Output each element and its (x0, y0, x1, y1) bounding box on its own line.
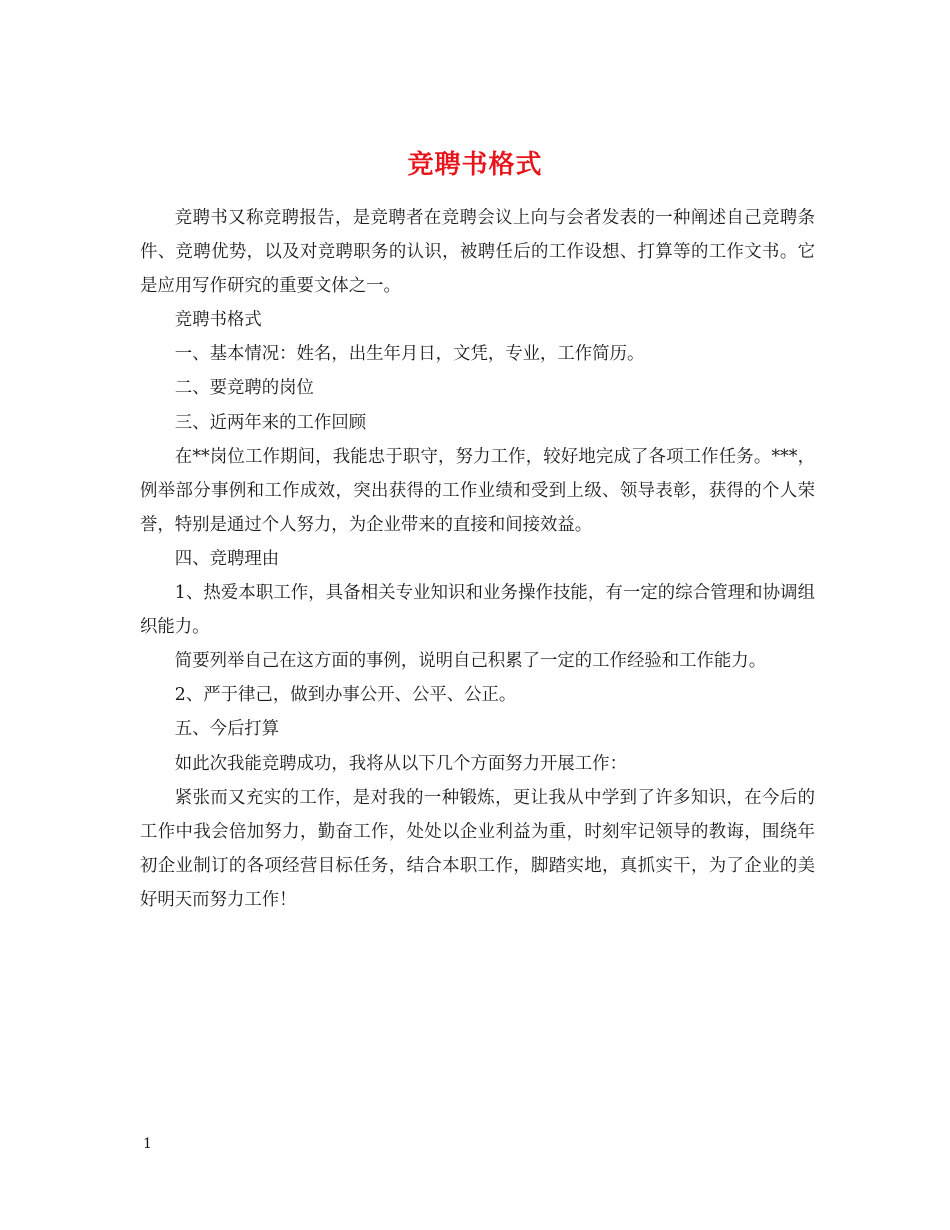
paragraph-plan-detail: 紧张而又充实的工作，是对我的一种锻炼，更让我从中学到了许多知识，在今后的工作中我会倍加努力，勤奋工作，处处以企业利益为重，时刻牢记领导的教诲，围绕年初企业制订的各项经营目标任务，结合本职工作，脚踏实地，真抓实干，为了企业的美好明天而努力工作！ (140, 787, 815, 910)
paragraph-section-3: 三、近两年来的工作回顾 (174, 412, 367, 433)
paragraph-format-heading: 竞聘书格式 (174, 310, 262, 331)
paragraph-section-4: 四、竞聘理由 (174, 548, 280, 569)
document-title: 竞聘书格式 (407, 150, 543, 181)
page-number: 1 (143, 1136, 152, 1152)
document-body (140, 201, 815, 917)
paragraph-plan-intro: 如此次我能竞聘成功，我将从以下几个方面努力开展工作： (174, 753, 627, 774)
paragraph-work-review: 在**岗位工作期间，我能忠于职守，努力工作，较好地完成了各项工作任务。***，例举部分事例和工作成效，突出获得的工作业绩和受到上级、领导表彰，获得的个人荣誉，特别是通过个人努力，为企业带来的直接和间接效益。 (140, 446, 815, 535)
paragraph-section-5: 五、今后打算 (174, 719, 280, 740)
paragraph-intro: 竞聘书又称竞聘报告，是竞聘者在竞聘会议上向与会者发表的一种阐述自己竞聘条件、竞聘优势，以及对竞聘职务的认识，被聘任后的工作设想、打算等的工作文书。它是应用写作研究的重要文体之一。 (140, 208, 815, 297)
paragraph-reason-2: 2、严于律己，做到办事公开、公平、公正。 (174, 685, 517, 706)
paragraph-reason-1-detail: 简要列举自己在这方面的事例，说明自己积累了一定的工作经验和工作能力。 (174, 651, 767, 672)
paragraph-reason-1: 1、热爱本职工作，具备相关专业知识和业务操作技能，有一定的综合管理和协调组织能力。 (140, 583, 815, 638)
paragraph-section-1: 一、基本情况：姓名，出生年月日，文凭，专业，工作简历。 (174, 344, 645, 365)
paragraph-section-2: 二、要竞聘的岗位 (174, 378, 314, 399)
